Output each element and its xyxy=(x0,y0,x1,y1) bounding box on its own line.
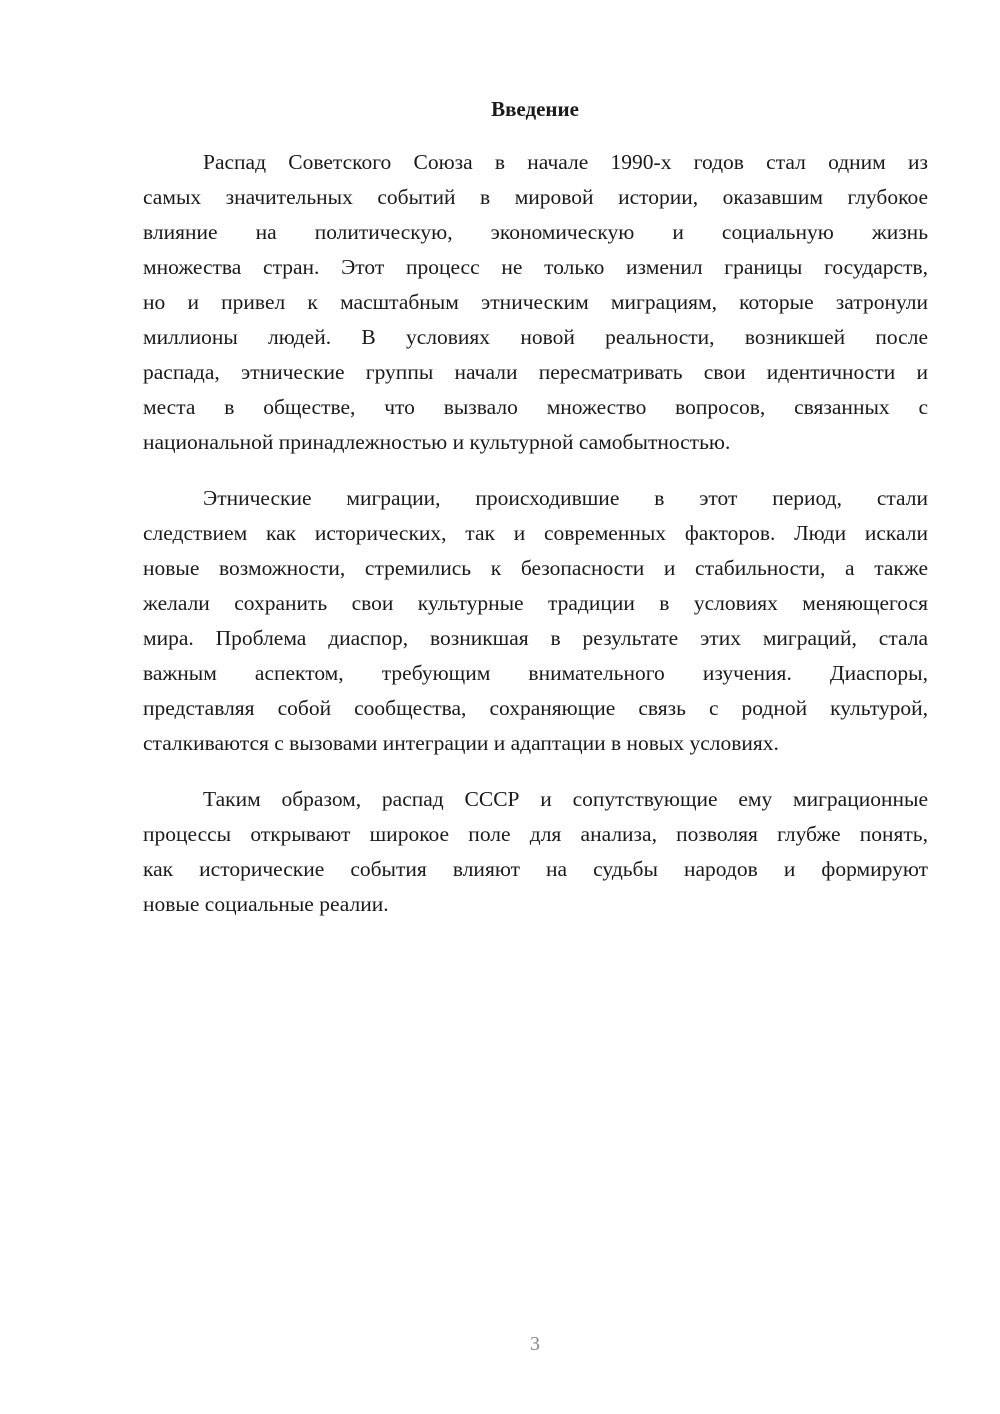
text-line: мира. Проблема диаспор, возникшая в результате этих миграций, стала xyxy=(143,626,928,650)
text-line: но и привел к масштабным этническим миграциям, которые затронули xyxy=(143,290,928,314)
text-line: важным аспектом, требующим внимательного изучения. Диаспоры, xyxy=(143,661,928,685)
text-line: Этнические миграции, происходившие в этот период, стали xyxy=(203,486,928,510)
paragraph xyxy=(143,782,928,922)
page-number: 3 xyxy=(530,1333,540,1355)
text-line: новые социальные реалии. xyxy=(143,892,389,916)
section-title: Введение xyxy=(491,97,579,121)
text-line: процессы открывают широкое поле для анализа, позволяя глубже понять, xyxy=(143,822,928,846)
text-line: влияние на политическую, экономическую и социальную жизнь xyxy=(143,220,928,244)
text-line: множества стран. Этот процесс не только изменил границы государств, xyxy=(143,255,928,279)
text-line: как исторические события влияют на судьбы народов и формируют xyxy=(143,857,928,881)
text-line: сталкиваются с вызовами интеграции и адаптации в новых условиях. xyxy=(143,731,779,755)
document-body xyxy=(143,145,928,943)
text-line: миллионы людей. В условиях новой реальности, возникшей после xyxy=(143,325,928,349)
text-line: Таким образом, распад СССР и сопутствующие ему миграционные xyxy=(203,787,928,811)
text-line: национальной принадлежностью и культурной самобытностью. xyxy=(143,430,731,454)
text-line: самых значительных событий в мировой истории, оказавшим глубокое xyxy=(143,185,928,209)
text-line: следствием как исторических, так и современных факторов. Люди искали xyxy=(143,521,928,545)
text-line: Распад Советского Союза в начале 1990-х годов стал одним из xyxy=(203,150,928,174)
paragraph xyxy=(143,481,928,761)
paragraph xyxy=(143,145,928,460)
text-line: представляя собой сообщества, сохраняющие связь с родной культурой, xyxy=(143,696,928,720)
text-line: места в обществе, что вызвало множество вопросов, связанных с xyxy=(143,395,928,419)
text-line: новые возможности, стремились к безопасности и стабильности, а также xyxy=(143,556,928,580)
text-line: распада, этнические группы начали пересматривать свои идентичности и xyxy=(143,360,928,384)
text-line: желали сохранить свои культурные традиции в условиях меняющегося xyxy=(143,591,928,615)
